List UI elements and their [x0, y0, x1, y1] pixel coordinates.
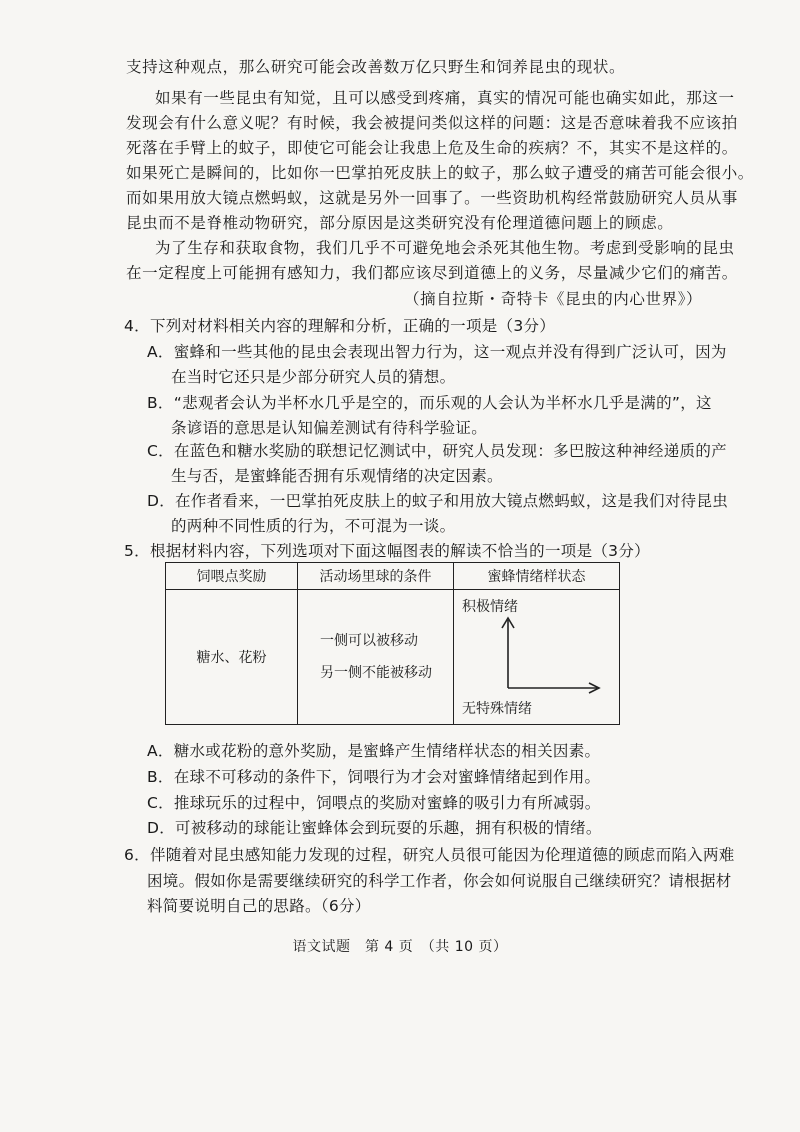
table-header-condition: 活动场里球的条件: [298, 563, 454, 590]
q4-option-a: A．蜜蜂和一些其他的昆虫会表现出智力行为，这一观点并没有得到广泛认可，因为: [147, 343, 727, 361]
q5-option-c: C．推球玩乐的过程中，饲喂点的奖励对蜜蜂的吸引力有所减弱。: [147, 794, 601, 812]
q5-option-d: D．可被移动的球能让蜜蜂体会到玩耍的乐趣，拥有积极的情绪。: [147, 819, 602, 837]
q6-stem: 6．伴随着对昆虫感知能力发现的过程，研究人员很可能因为伦理道德的顾虑而陷入两难: [124, 846, 735, 864]
table-header-state: 蜜蜂情绪样状态: [454, 563, 620, 590]
passage-line: 死落在手臂上的蚊子，即使它可能会让我患上危及生命的疾病？不，其实不是这样的。: [126, 139, 738, 157]
chart-label-neutral: 无特殊情绪: [462, 701, 532, 717]
q6-stem-cont: 料简要说明自己的思路。（6分）: [147, 897, 371, 915]
q6-stem-cont: 困境。假如你是需要继续研究的科学工作者，你会如何说服自己继续研究？请根据材: [147, 872, 732, 890]
q5-option-a: A．糖水或花粉的意外奖励，是蜜蜂产生情绪样状态的相关因素。: [147, 742, 601, 760]
q5-stem: 5．根据材料内容，下列选项对下面这幅图表的解读不恰当的一项是（3分）: [124, 542, 650, 560]
page-footer: 语文试题 第 4 页 （共 10 页）: [292, 939, 508, 955]
passage-line: 如果死亡是瞬间的，比如你一巴掌拍死皮肤上的蚊子，那么蚊子遭受的痛苦可能会很小。: [126, 164, 754, 182]
q4-option-a-cont: 在当时它还只是少部分研究人员的猜想。: [171, 368, 456, 386]
passage-line: 而如果用放大镜点燃蚂蚁，这就是另外一回事了。一些资助机构经常鼓励研究人员从事: [126, 189, 738, 207]
passage-line: 支持这种观点，那么研究可能会改善数万亿只野生和饲养昆虫的现状。: [126, 58, 626, 76]
passage-line: 如果有一些昆虫有知觉，且可以感受到疼痛，真实的情况可能也确实如此，那这一: [155, 89, 735, 107]
q4-option-d-cont: 的两种不同性质的行为，不可混为一谈。: [171, 517, 456, 535]
table-cell-chart: [454, 590, 620, 725]
q4-option-d: D．在作者看来，一巴掌拍死皮肤上的蚊子和用放大镜点燃蚂蚁，这是我们对待昆虫: [147, 492, 729, 510]
q4-stem: 4．下列对材料相关内容的理解和分析，正确的一项是（3分）: [124, 317, 556, 335]
passage-line: 为了生存和获取食物，我们几乎不可避免地会杀死其他生物。考虑到受影响的昆虫: [155, 239, 735, 257]
q4-option-c: C．在蓝色和糖水奖励的联想记忆测试中，研究人员发现：多巴胺这种神经递质的产: [147, 442, 727, 460]
condition-line: 一侧可以被移动: [320, 633, 418, 649]
q5-option-b: B．在球不可移动的条件下，饲喂行为才会对蜜蜂情绪起到作用。: [147, 768, 601, 786]
q4-option-b: B．“悲观者会认为半杯水几乎是空的，而乐观的人会认为半杯水几乎是满的”，这: [147, 394, 712, 412]
q4-option-b-cont: 条谚语的意思是认知偏差测试有待科学验证。: [171, 419, 488, 437]
q4-option-c-cont: 生与否，是蜜蜂能否拥有乐观情绪的决定因素。: [171, 467, 503, 485]
table-cell-reward: 糖水、花粉: [166, 590, 298, 725]
passage-source: （摘自拉斯・奇特卡《昆虫的内心世界》）: [404, 290, 703, 308]
condition-line: 另一侧不能被移动: [320, 665, 432, 681]
passage-line: 发现会有什么意义呢？有时候，我会被提问类似这样的问题：这是否意味着我不应该拍: [126, 114, 738, 132]
chart-label-positive: 积极情绪: [462, 599, 518, 615]
table-header-reward: 饲喂点奖励: [166, 563, 298, 590]
passage-line: 昆虫而不是脊椎动物研究，部分原因是这类研究没有伦理道德问题上的顾虑。: [126, 214, 674, 232]
passage-line: 在一定程度上可能拥有感知力，我们都应该尽到道德上的义务，尽量减少它们的痛苦。: [126, 264, 738, 282]
q5-table: [165, 562, 620, 725]
table-cell-condition: [298, 590, 454, 725]
